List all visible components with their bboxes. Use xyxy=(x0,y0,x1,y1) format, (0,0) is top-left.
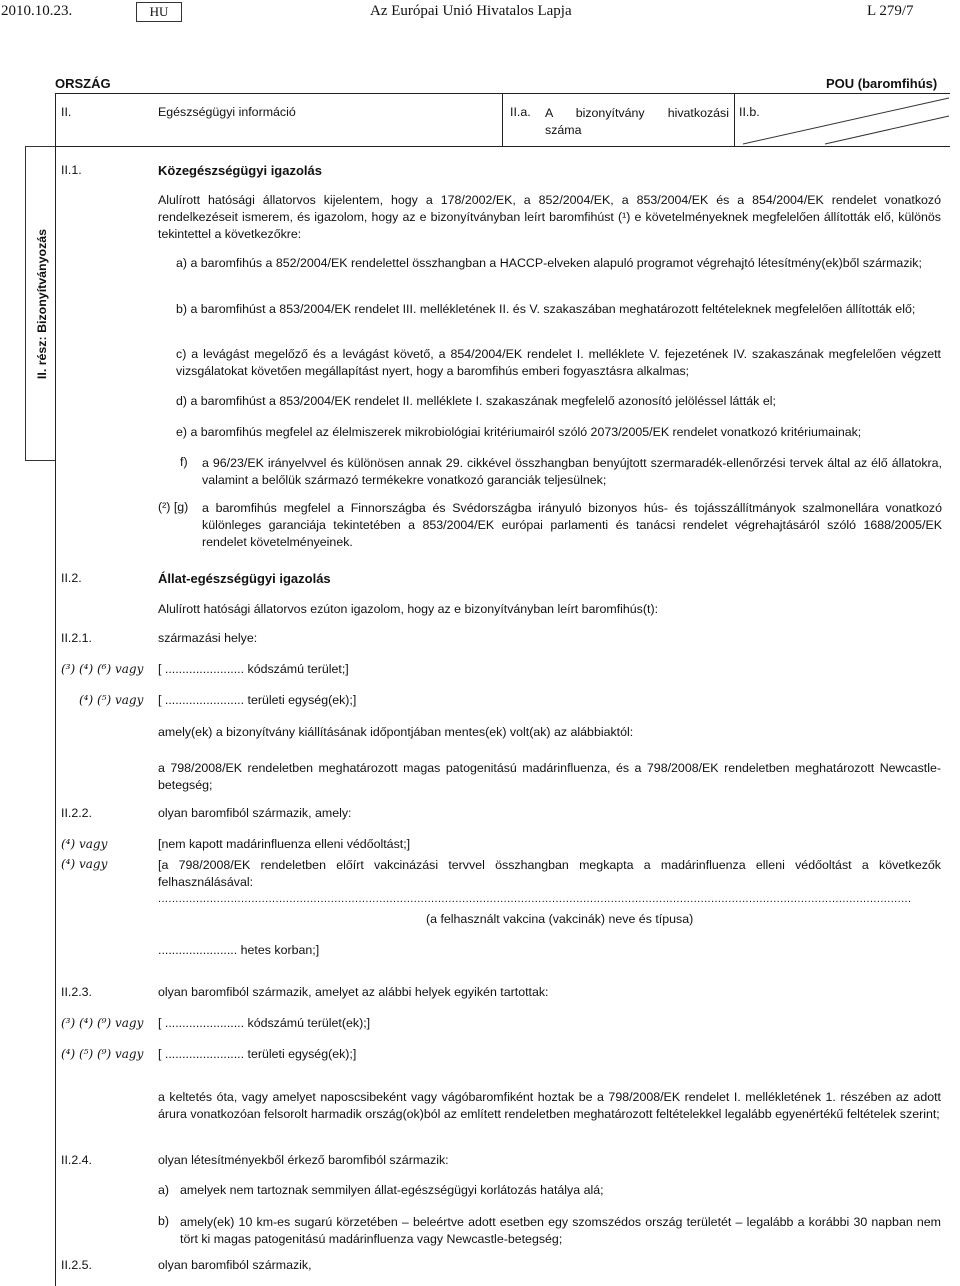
s21-item-e: e) a baromfihús megfelel az élelmiszerek mikrobiológiai kritériumairól szóló 2073/2005/EK rendelet vonatkozó kritériumainak; xyxy=(176,425,862,439)
publication-date: 2010.10.23. xyxy=(1,3,73,19)
s224-b-label: b) xyxy=(158,1214,170,1228)
s224-b: amely(ek) 10 km-es sugarú körzetében – beleértve adott esetben egy szomszédos ország területét – legalább a korábbi 30 napban nem tört ki magas patogenitású madárinfluenza vagy Newcastle-betegség; xyxy=(180,1215,941,1246)
side-box xyxy=(25,146,55,461)
s21-item-g: a baromfihús megfelel a Finnországba és Svédországba irányuló bizonyos hús- és tojásszállítmányok szalmonellára vonatkozó különleges garanciája tekintetében a 853/2004/EK európai parlamenti és tanácsi rendelet végrehajtásáról szóló 1688/2005/EK rendelet követelményeinek. xyxy=(202,501,942,549)
s21-item-c: c) a levágást megelőző és a levágást követő, a 854/2004/EK rendelet I. melléklete V. fejezetének IV. szakaszának megfelelően végzett vizsgálatokat követően megállapítást nyert, hogy a baromfihús emberi fogyasztásra alkalmas; xyxy=(176,347,941,378)
option1-text: [ ....................... kódszámú terület;] xyxy=(158,662,349,676)
s21-intro: Alulírott hatósági állatorvos kijelentem, hogy a 178/2002/EK, a 852/2004/EK, a 853/2004/EK és a 854/2004/EK rendelet vonatkozó rendelkezéseit ismerem, és igazolom, hogy az e bizonyítványban leírt baromfihúst (¹) e követelményeknek megfelelően állították elő, különös tekintettel a következőkre: xyxy=(158,193,941,241)
section-title: Egészségügyi információ xyxy=(158,105,296,119)
form-left-rule xyxy=(55,93,56,1286)
s225-text: olyan baromfiból származik, xyxy=(158,1258,312,1272)
option5-label: (³) (⁴) (⁹) vagy xyxy=(61,1016,144,1030)
reference-number-label: II.a. xyxy=(510,105,531,119)
option2-label: (⁴) (⁵) vagy xyxy=(79,693,144,707)
s224-text: olyan létesítményekből érkező baromfiból származik: xyxy=(158,1153,449,1167)
s221-text: származási helye: xyxy=(158,631,258,645)
option4-label: (⁴) vagy xyxy=(61,857,108,871)
s222-text: olyan baromfiból származik, amely: xyxy=(158,806,352,820)
vaccine-dots-line: .......................................................................................................................................................................................................................... xyxy=(158,893,912,905)
s21-item-g-label: (²) [g) xyxy=(158,500,189,514)
free-from-text: amely(ek) a bizonyítvány kiállításának időpontjában mentes(ek) volt(ak) az alábbiaktól: xyxy=(158,725,634,739)
s224-number: II.2.4. xyxy=(61,1153,92,1167)
s21-item-b: b) a baromfihúst a 853/2004/EK rendelet III. mellékletének II. és V. szakaszában meghatározott feltételeknek megfelelően állították elő; xyxy=(176,302,916,316)
option6-label: (⁴) (⁵) (⁹) vagy xyxy=(61,1047,144,1061)
s224-a-label: a) xyxy=(158,1183,170,1197)
vaccine-caption: (a felhasznált vakcina (vakcinák) neve és típusa) xyxy=(426,912,694,926)
option3-text: [nem kapott madárinfluenza elleni védőoltást;] xyxy=(158,837,411,851)
s21-title: Közegészségügyi igazolás xyxy=(158,163,322,178)
option3-label: (⁴) vagy xyxy=(61,837,108,851)
weeks-text: ....................... hetes korban;] xyxy=(158,943,320,957)
option4-text: [a 798/2008/EK rendeletben előírt vakcinázási tervvel összhangban megkapta a madárinfluenza elleni védőoltást a következők felhasználásával: xyxy=(158,858,941,889)
s223-number: II.2.3. xyxy=(61,985,92,999)
model-label: POU (baromfihús) xyxy=(826,76,938,91)
s221-number: II.2.1. xyxy=(61,631,92,645)
s21-item-f-label: f) xyxy=(180,455,188,469)
reference-b-label: II.b. xyxy=(739,105,760,119)
form-section-rule xyxy=(55,146,950,147)
s222-number: II.2.2. xyxy=(61,806,92,820)
country-label: ORSZÁG xyxy=(55,76,111,91)
ref-divider-a xyxy=(502,93,503,146)
s225-number: II.2.5. xyxy=(61,1258,92,1272)
option2-text: [ ....................... területi egység(ek);] xyxy=(158,693,357,707)
side-label: II. rész: Bizonyítványozás xyxy=(35,228,49,380)
option1-label: (³) (⁴) (⁶) vagy xyxy=(61,662,144,676)
hatching-text: a keltetés óta, vagy amelyet naposcsibeként vagy vágóbaromfiként hoztak be a 798/2008/EK rendelet I. mellékletének 1. részében az adott árura vonatkozóan felsorolt harmadik ország(ok)ból az említett rendeletben meghatározott feltételekkel legalább egyenértékű feltételek szerint; xyxy=(158,1090,941,1121)
reference-number-field: A bizonyítvány hivatkozási száma xyxy=(545,106,729,137)
option6-text: [ ....................... területi egység(ek);] xyxy=(158,1047,357,1061)
s223-text: olyan baromfiból származik, amelyet az alábbi helyek egyikén tartottak: xyxy=(158,985,549,999)
s22-intro: Alulírott hatósági állatorvos ezúton igazolom, hogy az e bizonyítványban leírt baromfihús(t): xyxy=(158,602,659,616)
hpai-text: a 798/2008/EK rendeletben meghatározott magas patogenitású madárinfluenza, és a 798/2008/EK rendeletben meghatározott Newcastle-betegség; xyxy=(158,761,941,792)
s224-a: amelyek nem tartoznak semmilyen állat-egészségügyi korlátozás hatálya alá; xyxy=(180,1183,604,1197)
option5-text: [ ....................... kódszámú terület(ek);] xyxy=(158,1016,371,1030)
s22-number: II.2. xyxy=(61,571,82,585)
language-badge: HU xyxy=(136,2,182,22)
page-number: L 279/7 xyxy=(867,3,914,19)
s21-item-d: d) a baromfihúst a 853/2004/EK rendelet II. melléklete I. szakaszának megfelelő azonosító jelöléssel látták el; xyxy=(176,394,776,408)
journal-title: Az Európai Unió Hivatalos Lapja xyxy=(370,3,572,19)
s22-title: Állat-egészségügyi igazolás xyxy=(158,571,331,586)
ref-slash-lines xyxy=(735,94,950,146)
s21-item-a: a) a baromfihús a 852/2004/EK rendelettel összhangban a HACCP-elveken alapuló programot végrehajtó létesítmény(ek)ből származik; xyxy=(176,256,922,270)
s21-item-f: a 96/23/EK irányelvvel és különösen annak 29. cikkével összhangban benyújtott szermaradék-ellenőrzési tervek által az élő állatokra, valamint a belőlük származó termékekre vonatkozó garanciák teljesülnek; xyxy=(202,456,942,487)
s21-number: II.1. xyxy=(61,163,82,177)
section-number: II. xyxy=(61,105,72,119)
